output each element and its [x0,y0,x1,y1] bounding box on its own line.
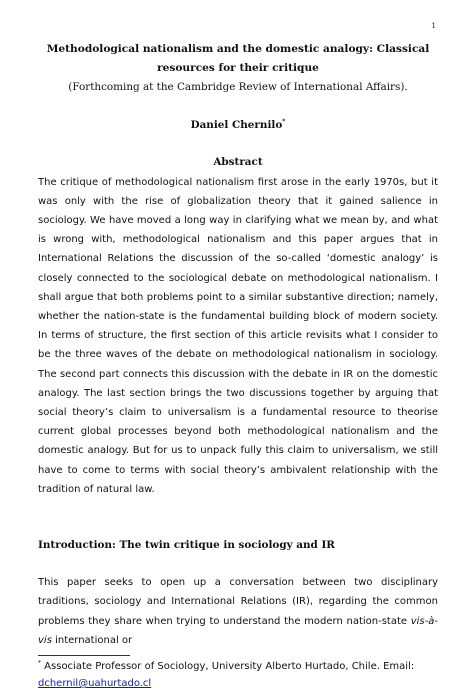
footnote [38,658,438,692]
paper-subtitle: (Forthcoming at the Cambridge Review of International Affairs). [68,81,408,93]
abstract-heading: Abstract [213,156,263,169]
footnote-text: Associate Professor of Sociology, University Alberto Hurtado, Chile. Email: [41,661,415,673]
page-number: 1 [431,22,436,30]
footnote-divider [38,655,130,656]
author-footnote-marker[interactable]: * [282,118,286,126]
introduction-heading: Introduction: The twin critique in sociology and IR [38,539,335,552]
author-email-link[interactable]: dchernil@uahurtado.cl [38,678,152,690]
paper-title: Methodological nationalism and the domestic analogy: Classical resources for their critique [46,43,430,74]
introduction-text-end: international or [51,634,133,646]
introduction-text-italic: vis-à-vis [38,615,438,646]
author-line [38,116,438,135]
abstract-body: The critique of methodological nationalism first arose in the early 1970s, but it was only with the rise of globalization theory that it gained salience in sociology. We have moved a long way in clarifying what we mean by, and what is wrong with, methodological nationalism and this paper argues that in International Relations the discussion of the so-called ‘domestic analogy’ is closely connected to the sociological debate on methodological nationalism. I shall argue that both problems point to a similar substantive direction; namely, whether the nation-state is the fundamental building block of modern society. In terms of structure, the first section of this article revisits what I consider to be the three waves of the debate on methodological nationalism in sociology. The second part connects this discussion with the debate in IR on the domestic analogy. The last section brings the two discussions together by arguing that social theory’s claim to universalism is a fundamental resource to theorise current global processes beyond both methodological nationalism and the domestic analogy. But for us to unpack fully this claim to universalism, we still have to come to terms with social theory’s ambivalent relationship with the tradition of natural law. [38,176,438,495]
footnote-marker: * [38,659,41,667]
introduction-text-start: This paper seeks to open up a conversation between two disciplinary traditions, sociology and International Relations (IR), regarding the common problems they share when trying to understand the modern nation-state [38,577,438,627]
introduction-body [38,573,438,650]
author-name: Daniel Chernilo [190,119,283,132]
